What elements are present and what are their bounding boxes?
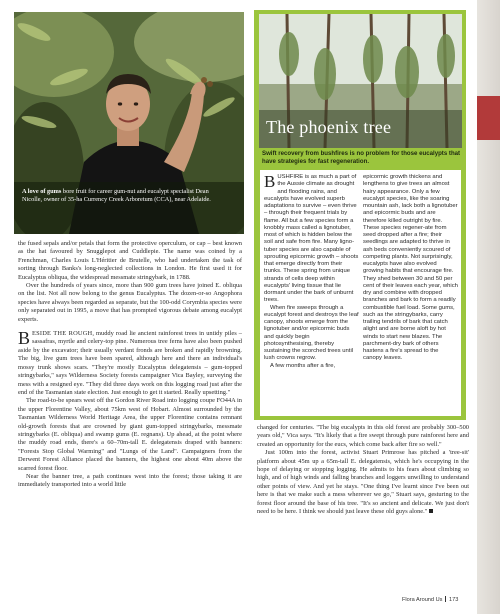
sidebar-paragraph-1-text: USHFIRE is as much a part of the Aussie climate as drought and flooding rains, and eucalypts have evolved superb adaptations to survive – even thrive – through their frequent trials by flame. All but a few species form a knobbly mass called a lignotuber, most of which is hidden below the soil and safe from fire. Many ligno-tuber species are also capable of sprouting epicormic growth – shoots that emerge directly from their trunks. These spring from unique strands of cells deep within eucalypts' living tissue that lie dormant under the bark of unburnt trees. (264, 174, 359, 304)
photo-caption (22, 188, 222, 203)
right-article-column (257, 424, 469, 516)
left-paragraph-2: Over the hundreds of years since, more than 900 gum trees have joined E. obliqua on the list. Not all now belong to the genus Eucalyptus. The dozen-or-so Angophora species have always been regarded as separate, but the 100-odd Corymbia species were only separated out in 1995, a move that has prompted vigorous debate among eucalypt experts. (18, 282, 242, 323)
page-number: 173 (449, 597, 459, 603)
left-paragraph-1: the fused sepals and/or petals that form the protective operculum, or cap – best known as the hat favoured by Snugglepot and Cuddlepie. The name was coined by a Frenchman, Charles Louis L'Héritier de Brutelle, who had undertaken the task of sorting through Banks's long-neglected collections in London. He first used it for Eucalyptus obliqua, the widespread messmate stringybark, in 1788. (18, 240, 242, 281)
right-paragraph-2-text: Just 100m into the forest, activist Stuart Primrose has pitched a 'tree-sit' platform about 45m up a 65m-tall E. delegatensis, which he's occupying in the hope of delaying or stopping logging. He admits to his fears about climbing so high, and of high winds and falling branches and loggers unwilling to understand other points of view. And yet he stays. "One thing I've learnt since I've been out here is that we make such a mess wherever we go," Stuart says, gesturing to the forest floor around the base of his tree. "It's so ancient and delicate. We just don't need to be here. I think we should just leave these old guys alone." (257, 449, 469, 516)
small-caps-lead: ESIDE THE ROUGH (32, 330, 93, 338)
left-article-column (18, 240, 242, 490)
sidebar-paragraph-2: When fire sweeps through a eucalypt forest and destroys the leaf canopy, shoots emerge from the lignotuber and/or epicormic buds and quickly begin photosynthesising, thereby sustaining the scorched trees until lush crowns regrow. (264, 304, 359, 362)
footer-separator (445, 596, 446, 602)
sidebar-column-1 (264, 174, 359, 370)
sidebar-paragraph-4: epicormic growth thickens and lengthens to give trees an almost hairy appearance. Only a few eucalypt species, like the soaring mountain ash, lack both a lignotuber and epicormic buds and are therefore killed outright by fire. These species regener-ate from seed dropped after a fire; their seedlings are adapted to thrive in ash beds conveniently scoured of competing plants. Not surprisingly, eucalypts have also evolved growing habits that encourage fire. They shed between 30 and 50 per cent of their leaves each year, which dry and combine with dropped branches and bark to form a readily combustible fuel load. Some gums, such as the stringybarks, carry trailing tendrils of bark that catch alight and are borne aloft by hot winds to start new blazes. The parchment-dry bark of others hastens a fire's spread to the canopy leaves. (363, 174, 458, 362)
sidebar-deck: Swift recovery from bushfires is no problem for those eucalypts that have strategies for fast regeneration. (262, 150, 461, 165)
left-paragraph-5: Near the banner tree, a path continues west into the forest; those taking it are immediately transported into a world little (18, 472, 242, 489)
section-tab-marker (477, 96, 500, 140)
left-dropcap-paragraph (18, 330, 242, 397)
left-paragraph-3-text: , muddy road lie ancient rainforest trees in untidy piles – sassafras, myrtle and celery-top pine. Numerous tree ferns have also been pushed aside by the excavator; their usually verdant fronds are broken and rapidly browning. The big, live gum trees have been spared, although here and there an individual's mossy trunk shows scars. "They're mostly Eucalyptus delegatensis – gum-topped stringybarks," says Wilderness Society forests campaigner Vica Bayley, surveying the mess with a resigned eye. "They did three days work on this logging road just after the end of the Tasmanian state election. Just enough to get it started. Really upsetting." (18, 330, 242, 396)
right-paragraph-2 (257, 449, 469, 516)
sidebar-paragraph-1 (264, 174, 359, 305)
sidebar-drop-cap: B (264, 172, 276, 191)
sidebar-paragraph-3: A few months after a fire, (270, 362, 336, 369)
drop-cap-letter: B (18, 328, 31, 349)
right-paragraph-1: changed for centuries. "The big eucalypts in this old forest are probably 300–500 years old," Vica says. "It's likely that a fire swept through pure rainforest here and created an opportunity for the eucs, which come back after fire so well." (257, 424, 469, 448)
publication-name: Flora Around Us (402, 597, 443, 603)
left-paragraph-4: The road-to-be spears west off the Gordon River Road into logging coupe FO44A in the upper Florentine Valley, about 75km west of Hobart. Almost surrounded by the Tasmanian Wilderness World Heritage Area, the upper Florentine contains remnant old-growth forests that are crowned by giant gum-topped stringybarks, messmate stringybarks (E. obliqua) and swamp gums (E. regnans). Up ahead, at the point where the muddy road ends, there's a 60–70m-tall E. delegatensis draped with banners: "Forests Stop Global Warming" and "Lungs of the Land". Campaigners from the Derwent Forest Alliance placed the banners, the highest one about 40m above the scarred forest floor. (18, 397, 242, 472)
page-footer (402, 596, 458, 603)
page-gutter (477, 0, 500, 614)
sidebar-column-2 (363, 174, 458, 363)
caption-text: bore fruit for career gum-nut and eucalypt specialist Dean Nicolle, owner of 35-ha Currency Creek Arboretum (CCA), near Adelaide. (22, 188, 211, 203)
sidebar-title: The phoenix tree (266, 117, 392, 137)
caption-bold-lead: A love of gums (22, 188, 62, 195)
end-of-article-mark (429, 509, 433, 513)
